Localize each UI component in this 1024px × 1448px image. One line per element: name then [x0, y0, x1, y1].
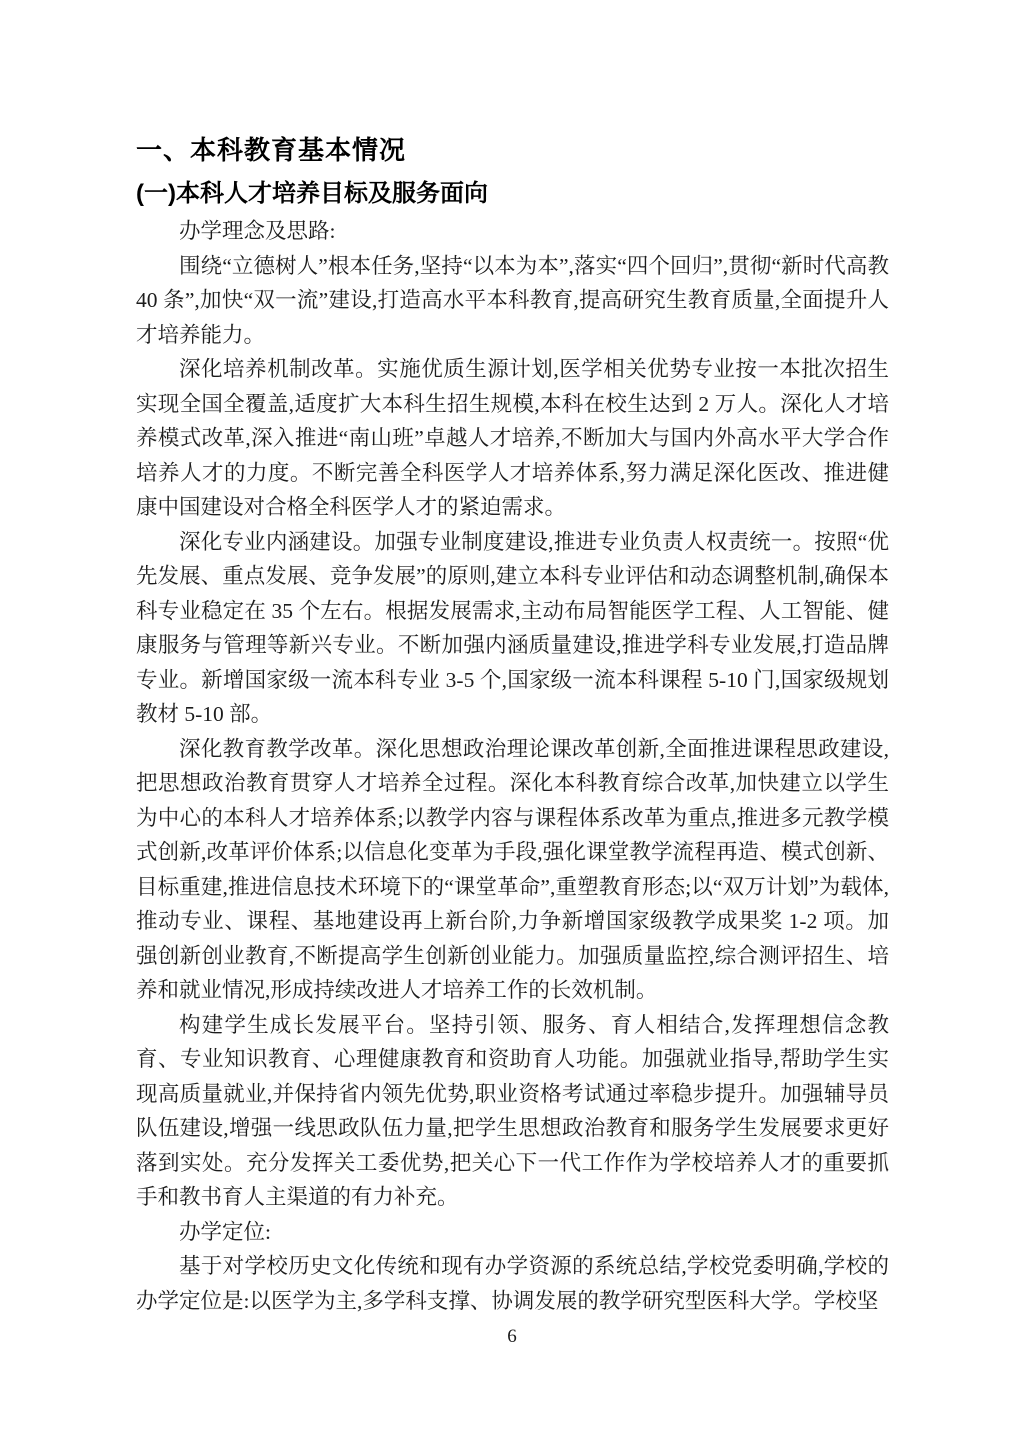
paragraph-opening-principles-label: 办学理念及思路: — [179, 219, 336, 243]
paragraph-education-teaching-reform: 深化教育教学改革。深化思想政治理论课改革创新,全面推进课程思政建设,把思想政治教育贯穿人才培养全过程。深化本科教育综合改革,加快建立以学生为中心的本科人才培养体系;以教学内容与课程体系改革为重点,推进多元教学模式创新,改革评价体系;以信息化变革为手段,强化课堂教学流程再造、模式创新、目标重建,推进信息技术环境下的“课堂革命”,重塑教育形态;以“双万计划”为载体,推动专业、课程、基地建设再上新台阶,力争新增国家级教学成果奖 1-2 项。加强创新创业教育,不断提高学生创新创业能力。加强质量监控,综合测评招生、培养和就业情况,形成持续改进人才培养工作的长效机制。 — [136, 736, 889, 1002]
section-heading: 一、本科教育基本情况 — [136, 135, 407, 165]
paragraph-major-construction: 深化专业内涵建设。加强专业制度建设,推进专业负责人权责统一。按照“优先发展、重点发展、竞争发展”的原则,建立本科专业评估和动态调整机制,确保本科专业稳定在 35 个左右。根据发展需求,主动布局智能医学工程、人工智能、健康服务与管理等新兴专业。不断加强内涵质量建设,推进学科专业发展,打造品牌专业。新增国家级一流本科专业 3-5 个,国家级一流本科课程 5-10 门,国家级规划教材 5-10 部。 — [136, 529, 889, 726]
subsection-heading: (一)本科人才培养目标及服务面向 — [136, 180, 488, 207]
page-content — [136, 132, 889, 1318]
body-text — [136, 214, 889, 1318]
paragraph-school-positioning: 基于对学校历史文化传统和现有办学资源的系统总结,学校党委明确,学校的办学定位是:以医学为主,多学科支撑、协调发展的教学研究型医科大学。学校坚 — [136, 1254, 889, 1313]
paragraph-guiding-ideology: 围绕“立德树人”根本任务,坚持“以本为本”,落实“四个回归”,贯彻“新时代高教 40 条”,加快“双一流”建设,打造高水平本科教育,提高研究生教育质量,全面提升人才培养能力。 — [136, 253, 889, 347]
paragraph-student-development-platform: 构建学生成长发展平台。坚持引领、服务、育人相结合,发挥理想信念教育、专业知识教育、心理健康教育和资助育人功能。加强就业指导,帮助学生实现高质量就业,并保持省内领先优势,职业资格考试通过率稳步提升。加强辅导员队伍建设,增强一线思政队伍力量,把学生思想政治教育和服务学生发展要求更好落到实处。充分发挥关工委优势,把关心下一代工作作为学校培养人才的重要抓手和教书育人主渠道的有力补充。 — [136, 1012, 889, 1209]
paragraph-training-mechanism-reform: 深化培养机制改革。实施优质生源计划,医学相关优势专业按一本批次招生实现全国全覆盖,适度扩大本科生招生规模,本科在校生达到 2 万人。深化人才培养模式改革,深入推进“南山班”卓越人才培养,不断加大与国内外高水平大学合作培养人才的力度。不断完善全科医学人才培养体系,努力满足深化医改、推进健康中国建设对合格全科医学人才的紧迫需求。 — [136, 357, 889, 519]
page-number: 6 — [507, 1326, 517, 1347]
paragraph-school-positioning-label: 办学定位: — [179, 1219, 271, 1244]
